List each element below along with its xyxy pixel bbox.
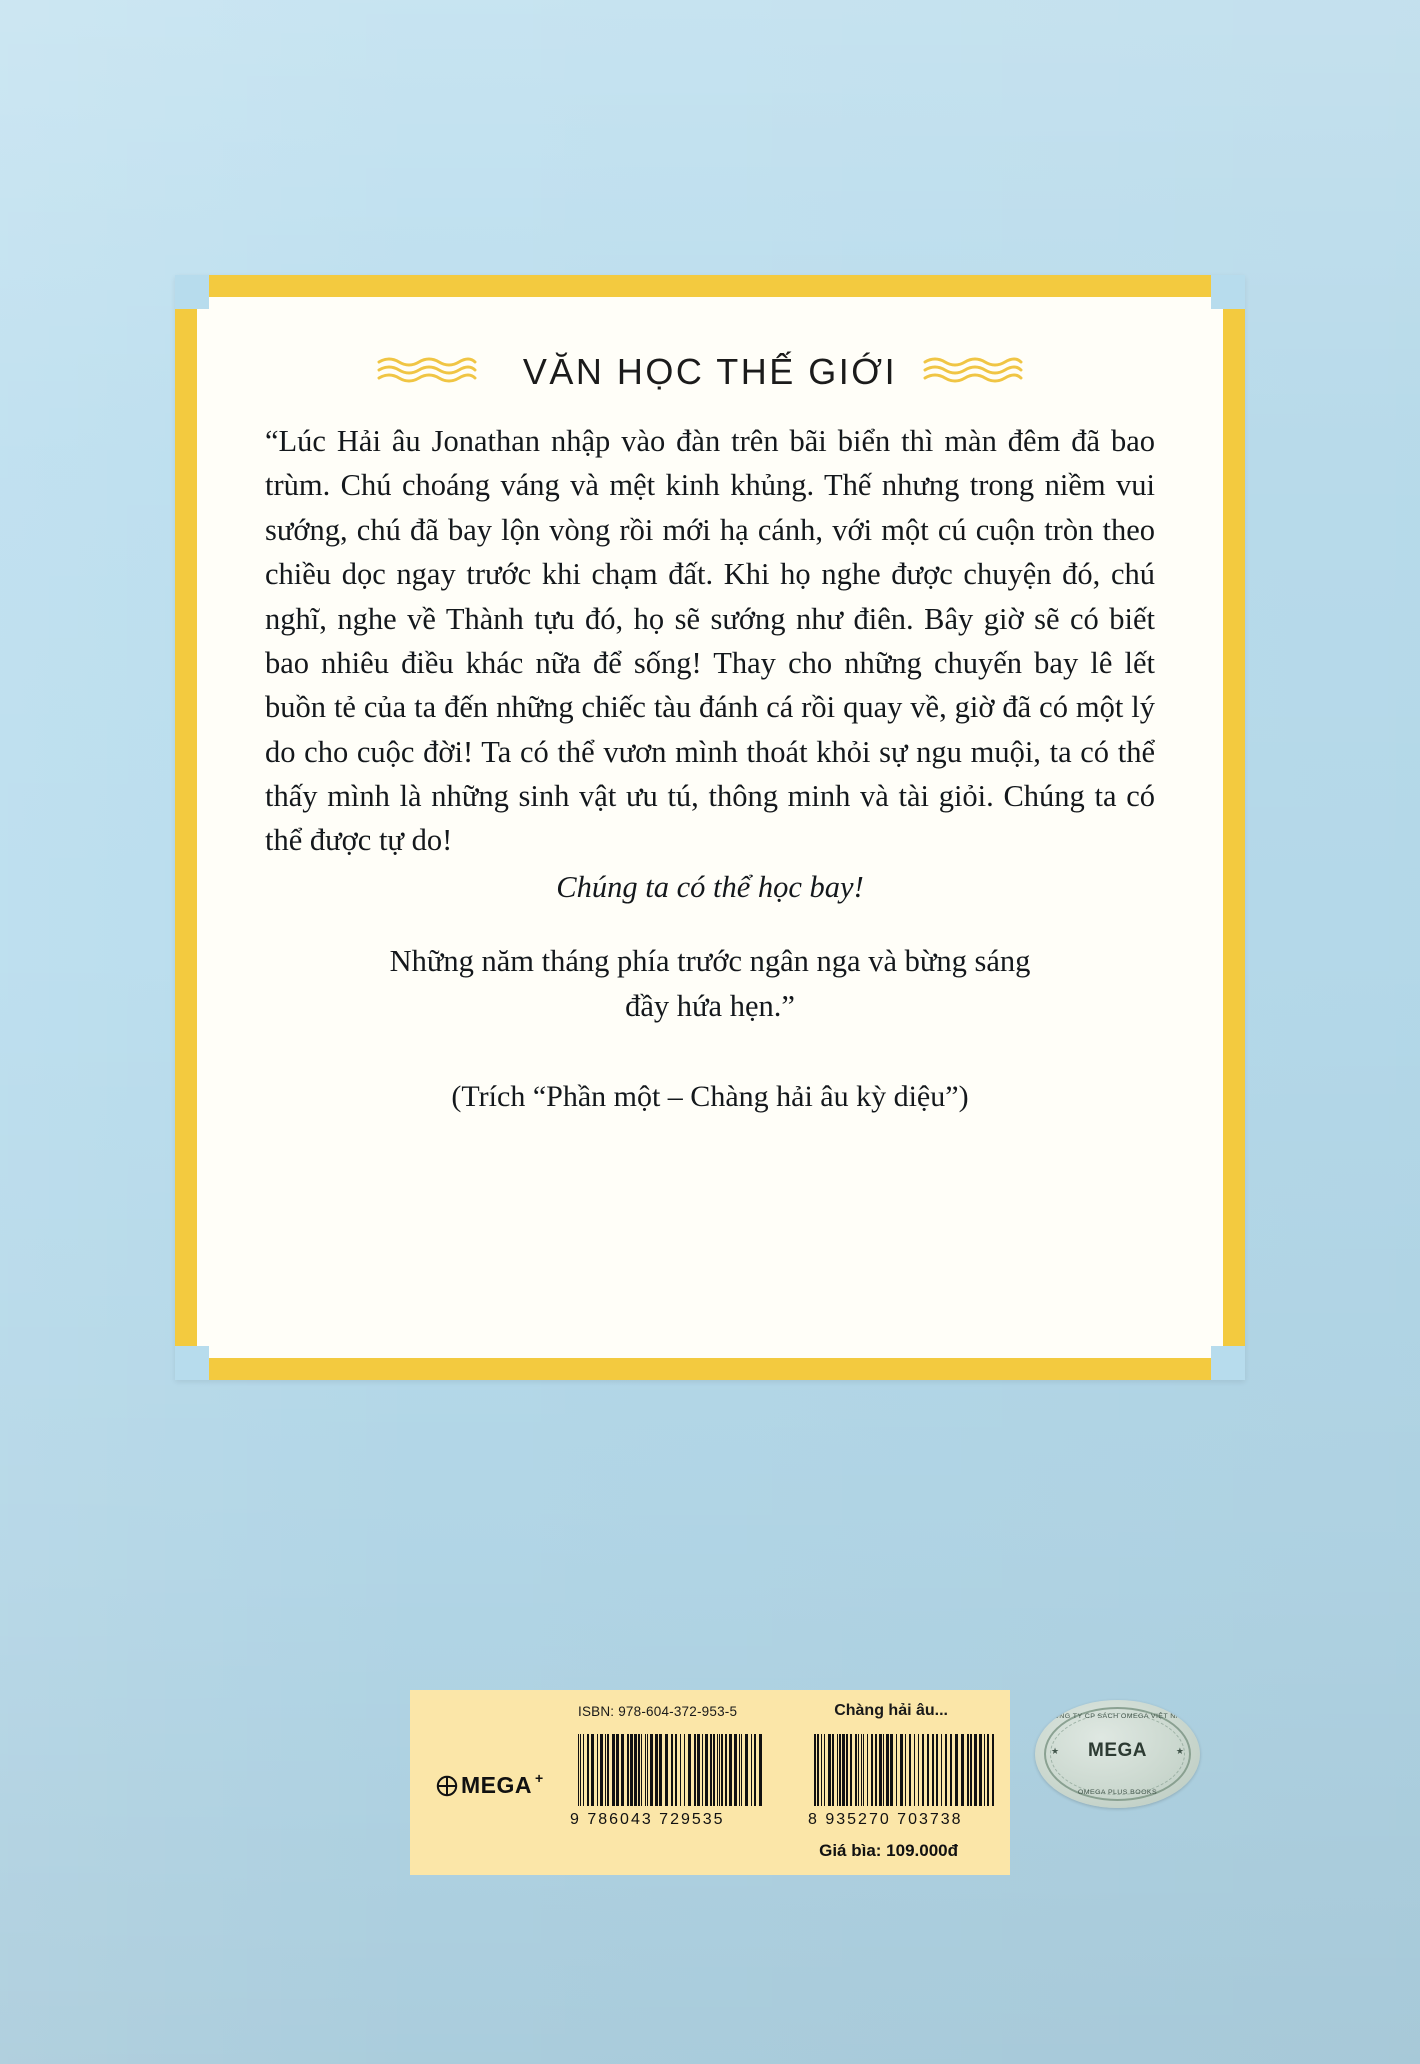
publisher-logo-text: MEGA bbox=[461, 1772, 532, 1798]
panel-corner-notch-bottom-left bbox=[175, 1346, 209, 1380]
short-title-label: Chàng hải âu... bbox=[834, 1702, 948, 1719]
quote-closing bbox=[265, 939, 1155, 1028]
wave-ornament-right-icon bbox=[923, 355, 1043, 389]
omega-circle-icon bbox=[436, 1775, 458, 1797]
seal-bottom-text: OMEGA PLUS BOOKS bbox=[1077, 1789, 1158, 1796]
publisher-logo bbox=[436, 1769, 544, 1799]
section-heading-row bbox=[265, 351, 1155, 393]
panel-corner-notch-bottom-right bbox=[1211, 1346, 1245, 1380]
panel-corner-notch-top-left bbox=[175, 275, 209, 309]
quote-panel bbox=[175, 275, 1245, 1380]
isbn-label: ISBN: 978-604-372-953-5 bbox=[578, 1704, 738, 1719]
seal-center-text: MEGA bbox=[1088, 1740, 1147, 1761]
quote-body-italic-line: Chúng ta có thể học bay! bbox=[556, 869, 864, 904]
panel-corner-notch-top-right bbox=[1211, 275, 1245, 309]
publisher-seal bbox=[1035, 1700, 1200, 1808]
publisher-logo-plus: + bbox=[535, 1769, 544, 1786]
quote-closing-line-2: đầy hứa hẹn.” bbox=[625, 988, 795, 1023]
barcode-panel bbox=[410, 1690, 1010, 1875]
price-label: Giá bìa: 109.000đ bbox=[819, 1841, 958, 1860]
seal-star-right-icon: ★ bbox=[1175, 1746, 1184, 1756]
seal-top-text: CÔNG TY CP SÁCH OMEGA VIỆT NAM bbox=[1047, 1713, 1188, 1720]
barcode-ean-digits: 8 935270 703738 bbox=[808, 1811, 963, 1828]
wave-ornament-left-icon bbox=[377, 355, 497, 389]
barcode-isbn-digits: 9 786043 729535 bbox=[570, 1811, 725, 1828]
quote-body bbox=[265, 419, 1155, 909]
barcode-ean bbox=[814, 1734, 995, 1806]
quote-attribution: (Trích “Phần một – Chàng hải âu kỳ diệu”) bbox=[451, 1079, 969, 1113]
quote-body-text: “Lúc Hải âu Jonathan nhập vào đàn trên bãi biển thì màn đêm đã bao trùm. Chú choáng váng và mệt kinh khủng. Thế nhưng trong niềm vui sướng, chú đã bay lộn vòng rồi mới hạ cánh, với một cú cuộn tròn theo chiều dọc ngay trước khi chạm đất. Khi họ nghe được chuyện đó, chú nghĩ, nghe về Thành tựu đó, họ sẽ sướng như điên. Bây giờ sẽ có biết bao nhiêu điều khác nữa để sống! Thay cho những chuyến bay lê lết buồn tẻ của ta đến những chiếc tàu đánh cá rồi quay về, giờ đã có một lý do cho cuộc đời! Ta có thể vươn mình thoát khỏi sự ngu muội, ta có thể thấy mình là những sinh vật ưu tú, thông minh và tài giỏi. Chúng ta có thể được tự do! bbox=[265, 424, 1155, 858]
quote-content bbox=[209, 297, 1211, 1358]
seal-star-left-icon: ★ bbox=[1051, 1746, 1060, 1756]
barcode-isbn bbox=[578, 1734, 765, 1806]
page-title: VĂN HỌC THẾ GIỚI bbox=[522, 351, 898, 392]
quote-closing-line-1: Những năm tháng phía trước ngân nga và bừng sáng bbox=[389, 944, 1031, 979]
